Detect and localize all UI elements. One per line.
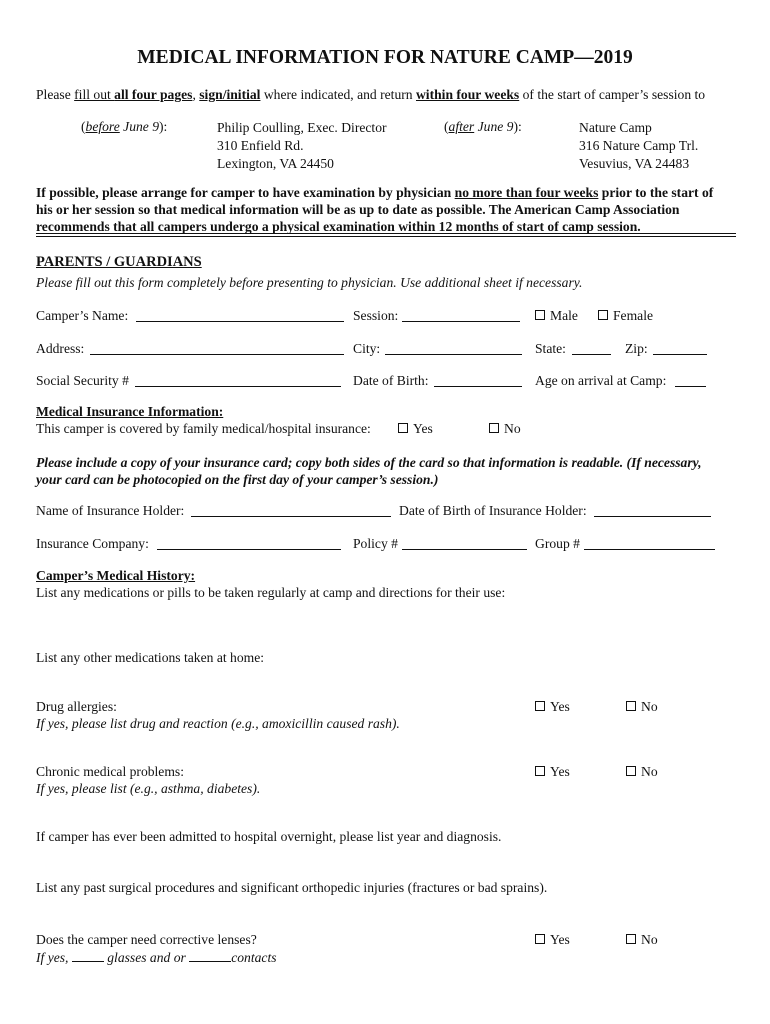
hospital-question: If camper has ever been admitted to hospital overnight, please list year and diagnosis.: [36, 829, 502, 844]
state-label: State:: [535, 341, 566, 356]
contacts-field[interactable]: [189, 949, 231, 962]
lenses-question: Does the camper need corrective lenses?: [36, 932, 257, 947]
drug-allergies-label: Drug allergies:: [36, 699, 117, 714]
male-option[interactable]: Male: [535, 308, 578, 324]
insurance-company-field[interactable]: [157, 537, 341, 550]
policy-label: Policy #: [353, 536, 398, 551]
holder-name-field[interactable]: [191, 504, 391, 517]
chronic-no[interactable]: No: [626, 764, 658, 780]
drug-allergies-note: If yes, please list drug and reaction (e.g., amoxicillin caused rash).: [36, 716, 400, 731]
state-field[interactable]: [572, 342, 611, 355]
insurance-company-label: Insurance Company:: [36, 536, 149, 551]
insurance-heading: Medical Insurance Information:: [36, 404, 224, 419]
lenses-no[interactable]: No: [626, 932, 658, 948]
drug-allergies-no-checkbox[interactable]: [626, 701, 636, 711]
divider-top: [36, 233, 736, 234]
surgical-question: List any past surgical procedures and significant orthopedic injuries (fractures or bad sprains).: [36, 880, 548, 895]
insurance-yes-option[interactable]: Yes: [398, 421, 433, 437]
dob-label: Date of Birth:: [353, 373, 429, 388]
insurance-covered-label: This camper is covered by family medical/hospital insurance:: [36, 421, 371, 436]
other-meds-question: List any other medications taken at home:: [36, 650, 265, 665]
history-heading: Camper’s Medical History:: [36, 568, 196, 583]
city-field[interactable]: [385, 342, 522, 355]
chronic-yes-checkbox[interactable]: [535, 766, 545, 776]
zip-label: Zip:: [625, 341, 648, 356]
ssn-field[interactable]: [135, 374, 341, 387]
campers-name-field[interactable]: [136, 309, 344, 322]
city-label: City:: [353, 341, 381, 356]
chronic-label: Chronic medical problems:: [36, 764, 184, 779]
chronic-yes[interactable]: Yes: [535, 764, 570, 780]
drug-allergies-no[interactable]: No: [626, 699, 658, 715]
address-field[interactable]: [90, 342, 344, 355]
age-label: Age on arrival at Camp:: [535, 373, 667, 388]
holder-dob-label: Date of Birth of Insurance Holder:: [399, 503, 587, 518]
session-field[interactable]: [402, 309, 520, 322]
female-checkbox[interactable]: [598, 310, 608, 320]
session-label: Session:: [353, 308, 399, 323]
after-label: (after June 9):: [444, 119, 522, 134]
age-field[interactable]: [675, 374, 706, 387]
dob-field[interactable]: [434, 374, 522, 387]
drug-allergies-yes-checkbox[interactable]: [535, 701, 545, 711]
lenses-yes-checkbox[interactable]: [535, 934, 545, 944]
after-address: Nature Camp 316 Nature Camp Trl. Vesuvius, VA 24483: [579, 120, 699, 171]
holder-name-label: Name of Insurance Holder:: [36, 503, 185, 518]
parents-instructions: Please fill out this form completely before presenting to physician. Use additional sheet if necessary.: [36, 275, 583, 290]
chronic-note: If yes, please list (e.g., asthma, diabetes).: [36, 781, 261, 796]
male-checkbox[interactable]: [535, 310, 545, 320]
drug-allergies-yes[interactable]: Yes: [535, 699, 570, 715]
medications-question: List any medications or pills to be taken regularly at camp and directions for their use:: [36, 585, 506, 600]
insurance-no-option[interactable]: No: [489, 421, 521, 437]
zip-field[interactable]: [653, 342, 707, 355]
insurance-yes-checkbox[interactable]: [398, 423, 408, 433]
policy-field[interactable]: [402, 537, 527, 550]
lenses-detail: If yes, glasses and or contacts: [36, 950, 277, 965]
insurance-no-checkbox[interactable]: [489, 423, 499, 433]
group-field[interactable]: [584, 537, 715, 550]
holder-dob-field[interactable]: [594, 504, 711, 517]
group-label: Group #: [535, 536, 580, 551]
lenses-yes[interactable]: Yes: [535, 932, 570, 948]
campers-name-row: Camper’s Name:: [36, 308, 129, 323]
parents-heading: PARENTS / GUARDIANS: [36, 254, 202, 270]
female-option[interactable]: Female: [598, 308, 653, 324]
ssn-label: Social Security #: [36, 373, 129, 388]
chronic-no-checkbox[interactable]: [626, 766, 636, 776]
exam-note: If possible, please arrange for camper to have examination by physician no more than four weeks prior to the start of his or her session so that medical information will be as up to date as possible. The American Camp Association recommends that all campers undergo a physical examination within 12 months of start of camp session.: [36, 185, 714, 234]
address-label: Address:: [36, 341, 85, 356]
insurance-card-note: Please include a copy of your insurance card; copy both sides of the card so that information is readable. (If necessary, your card can be photocopied on the first day of your camper’s session.): [36, 455, 702, 487]
intro-text: Please fill out all four pages, sign/initial where indicated, and return within four weeks of the start of camper’s session to: [36, 87, 706, 102]
glasses-field[interactable]: [72, 949, 104, 962]
divider-bottom: [36, 236, 736, 237]
before-label: (before June 9):: [81, 119, 168, 134]
before-address: Philip Coulling, Exec. Director 310 Enfield Rd. Lexington, VA 24450: [217, 120, 387, 171]
page-title: MEDICAL INFORMATION FOR NATURE CAMP—2019: [137, 47, 633, 68]
lenses-no-checkbox[interactable]: [626, 934, 636, 944]
